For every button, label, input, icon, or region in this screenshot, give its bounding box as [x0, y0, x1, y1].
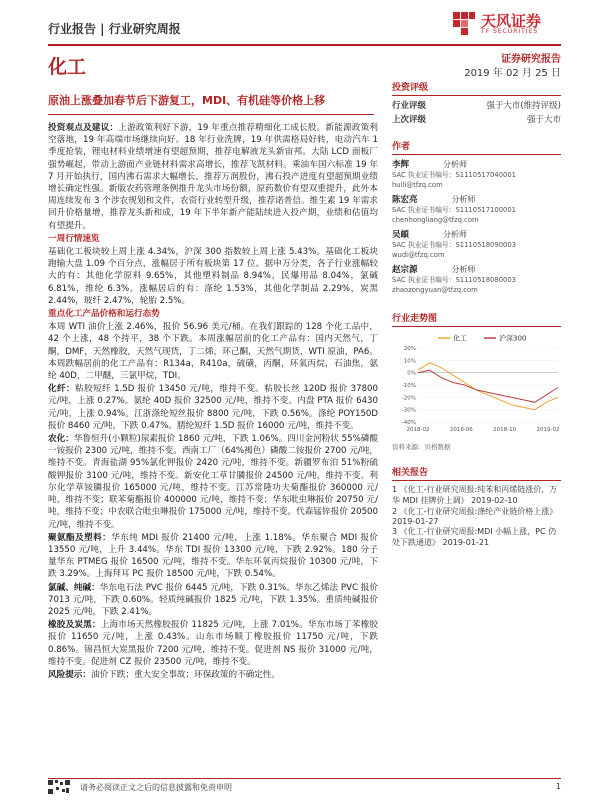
rating-value: 强于大市(维持评级) — [486, 101, 561, 111]
analyst-role: 分析师 — [451, 195, 476, 204]
qr-code-icon — [48, 780, 70, 794]
paragraph-text: 上海市场天然橡胶报价 11825 元/吨，上涨 7.01%。华东市场丁苯橡胶报价 11650 元/吨，上涨 0.43%。山东市场顺丁橡胶报价 11750 元/吨，下跌 0.86%。锦昌恒大炭黑报价 7200 元/吨，维持不变。促进剂 NS 报价 31000 元/吨，维持不变。促进剂 CZ 报价 23500 元/吨，维持不变。 — [48, 620, 378, 667]
x-tick-label: 2018-10 — [493, 427, 517, 433]
related-header: 相关报告 — [392, 463, 561, 481]
related-report-item[interactable] — [392, 506, 561, 526]
report-type: 证券研究报告 — [501, 54, 561, 65]
y-tick-label: -10% — [401, 383, 416, 389]
body-paragraph — [48, 383, 378, 432]
main-body — [48, 122, 378, 682]
analyst-card — [392, 160, 561, 190]
paragraph-lead: 农化： — [48, 434, 74, 445]
paragraph-text: 基础化工板块较上周上涨 4.34%，沪深 300 指数较上周上涨 5.43%。基础化工板块跑输大盘 1.09 个百分点，涨幅居于所有板块第 17 位。据申万分类，各子行业涨幅较大的有：其他化学原料 9.65%，其他塑料制品 8.94%，民爆用品 8.04%，氯碱 6.81%，维纶 6.3%。涨幅居后的有：涤纶 1.53%，其他化学制品 2.29%，炭黑 2.44%，玻纤 2.47%，轮胎 2.5%。 — [48, 247, 378, 306]
analyst-name: 李辉 — [392, 160, 410, 170]
analyst-name: 赵宗源 — [392, 265, 418, 275]
y-tick-label: 10% — [403, 358, 416, 365]
analyst-list — [392, 160, 561, 295]
body-paragraph — [48, 582, 378, 619]
related-report-title[interactable]: 1 《化工-行业研究周报:纯苯和丙烯链涨价，万华 MDI 挂牌价上调》 — [392, 485, 558, 505]
industry-trend-chart — [392, 330, 561, 440]
analyst-role: 分析师 — [451, 265, 476, 274]
paragraph-lead: 投资观点及建议： — [48, 123, 119, 133]
paragraph-lead: 风险提示： — [48, 669, 91, 680]
analyst-card — [392, 195, 561, 225]
analyst-name-row — [392, 265, 561, 275]
rating-header: 投资评级 — [392, 78, 561, 96]
logo-cn-text: 天风证券 — [481, 12, 542, 30]
analyst-email[interactable]: zhaozongyuan@tfzq.com — [392, 286, 478, 294]
analyst-license: SAC 执业证书编号：S1110517100001 — [392, 206, 516, 214]
sidebar — [392, 78, 561, 548]
paragraph-text: 华鲁恒升(小颗粒)尿素报价 1860 元/吨，下跌 1.06%。四川金河粉状 55%磷酸一铵报价 2300 元/吨，维持不变。西南工厂（64%褐色）磷酸二铵报价 2700 元/吨，维持不变。青海盐湖 95%氯化钾报价 2420 元/吨，维持不变。新疆罗布泊 51%粉硫酸钾报价 3100 元/吨，维持不变。新安化工草甘膦报价 24500 元/吨，维持不变。利尔化学草铵膦报价 165000 元/吨，维持不变。江苏常隆功夫菊酯报价 360000 元/吨，维持不变；联苯菊酯报价 400000 元/吨，维持不变；华东吡虫啉报价 20750 元/吨，维持不变；中农联合吡虫啉报价 175000 元/吨，维持不变。代森锰锌报价 20500 元/吨，维持不变。 — [48, 434, 378, 530]
paragraph-lead: 橡胶及炭黑： — [48, 620, 101, 631]
analyst-email[interactable]: wudi@tfzq.com — [392, 251, 445, 259]
paragraph-text: 上游政策利好下游，19 年重点推荐精细化工成长股。新能源政策利空落地，19 年高端市场继续向好。18 年行业洗牌，19 年供需格局好转，电动汽车 1 季度抢装，锂电材料业绩增速有望超预期，推荐电解液龙头新宙邦。大陆 LCD 面板厂强势崛起，带动上游面产业链材料需求高增长，推荐飞凯材料。乘油车国六标准 19 年 7 月开始执行，国内沸石需求大幅增长，推荐万润股份，沸石投产进度有望超预期业绩增长确定性强。新版农药管理条例推升龙头市场份额，原药数价有望双重提升，此外本周连续发布 3 个涉农规划和文件，农资行业转型升级，推荐诺普信。维生素 19 年需求回升价格量增，推荐龙头新和成，19 年下半年新产能陆续进入投产期，业绩和估值均有望提升。 — [48, 123, 378, 231]
paragraph-text: 本周 WTI 油价上涨 2.46%，报价 56.96 美元/桶。在我们跟踪的 128 个化工品中，42 个上涨，48 个持平，38 个下跌。本周涨幅居前的化工产品有：国内天然气，丁酮，DMF，天然橡胶，天然气现货，丁二烯，环己酮，天然气期货，WTI 原油，PA6。本周跌幅居前的化工产品有：R134a，R410a，硫磺，丙酮，环氧丙烷，石油焦，氨纶 40D，二甲醚，三氯甲烷，TDI。 — [48, 322, 378, 382]
body-paragraph — [48, 532, 378, 581]
headline-rule — [48, 114, 374, 115]
rating-label: 上次评级 — [392, 115, 427, 125]
analyst-name: 陈宏亮 — [392, 195, 418, 205]
analyst-email[interactable]: huili@tfzq.com — [392, 181, 443, 189]
page-title: 化工 — [48, 56, 87, 78]
related-report-item[interactable] — [392, 484, 561, 506]
related-list — [392, 484, 561, 548]
company-logo — [451, 8, 561, 40]
header-rule — [48, 44, 561, 46]
related-report-item[interactable] — [392, 526, 561, 548]
logo-en-text: TF SECURITIES — [481, 28, 539, 35]
body-paragraph — [48, 433, 378, 531]
report-header — [48, 8, 561, 44]
body-paragraph — [48, 321, 378, 382]
y-tick-label: 20% — [403, 346, 416, 352]
paragraph-lead: 化纤： — [48, 384, 75, 395]
analyst-name-row — [392, 195, 561, 205]
related-report-date: 2019-02-10 — [471, 496, 518, 505]
y-tick-label: 0% — [407, 370, 416, 377]
analyst-card — [392, 265, 561, 295]
y-tick-label: -30% — [401, 407, 416, 414]
analyst-license: SAC 执业证书编号：S1110518080003 — [392, 276, 516, 284]
body-paragraph — [48, 122, 378, 232]
paragraph-lead: 聚氨酯及塑料： — [48, 532, 112, 543]
analyst-role: 分析师 — [443, 160, 468, 169]
paragraph-text: 华东电石法 PVC 报价 6445 元/吨，下跌 0.31%。华东乙烯法 PVC 报价 7013 元/吨，下跌 0.60%。轻质纯碱报价 1825 元/吨，下跌 1.35%。重质纯碱报价 2025 元/吨，下跌 2.41%。 — [48, 582, 378, 617]
analyst-license: SAC 执业证书编号：S1110518090003 — [392, 241, 516, 249]
footer-disclaimer: 请务必阅读正文之后的信息披露和免责申明 — [80, 783, 232, 792]
paragraph-lead: 氯碱、纯碱： — [48, 582, 100, 593]
y-tick-label: -20% — [401, 395, 416, 402]
header-section: 行业报告 | 行业研究周报 — [48, 22, 181, 36]
section-title: 一周行情速览 — [48, 233, 100, 244]
analyst-name: 吴頔 — [392, 230, 410, 240]
paragraph-text: 油价下跌；重大安全事故；环保政策的不确定性。 — [90, 669, 281, 680]
chart-source: 资料来源：贝格数据 — [392, 443, 451, 451]
analyst-name-row — [392, 160, 561, 170]
x-tick-label: 2018-06 — [449, 427, 473, 433]
y-tick-label: -40% — [401, 420, 416, 426]
chart-header: 行业走势图 — [392, 309, 561, 327]
x-tick-label: 2018-02 — [406, 427, 430, 433]
rating-value: 强于大市 — [526, 115, 561, 125]
section-title: 重点化工产品价格和运行态势 — [48, 309, 160, 320]
body-paragraph — [48, 669, 378, 681]
analyst-role: 分析师 — [443, 230, 468, 239]
paragraph-text: 粘胶短纤 1.5D 报价 13450 元/吨，维持不变。粘胶长丝 120D 报价 37800 元/吨，上涨 0.27%。氨纶 40D 报价 32500 元/吨，维持不变。内盘 PTA 报价 6430 元/吨，上涨 0.94%。江浙涤纶短丝报价 8800 元/吨，下跌 0.56%。涤纶 POY150D 报价 8460 元/吨，下跌 0.47%。腈纶短纤 1.5D 报价 16000 元/吨，维持不变。 — [48, 384, 378, 431]
x-tick-label: 2019-02 — [536, 427, 560, 433]
rating-row — [392, 99, 561, 113]
report-date: 2019 年 02 月 25 日 — [464, 68, 561, 79]
trend-chart-svg — [392, 330, 561, 440]
analyst-name-row — [392, 230, 561, 240]
related-report-title[interactable]: 3 《化工-行业研究周报:MDI 小幅上涨，PC 仍处下跌通道》 — [392, 527, 557, 547]
page-number: 1 — [555, 782, 561, 791]
related-report-date: 2019-01-21 — [442, 538, 490, 547]
analyst-license: SAC 执业证书编号：S1110517040001 — [392, 171, 516, 179]
body-paragraph — [48, 619, 378, 668]
body-paragraph — [48, 246, 378, 307]
analyst-email[interactable]: chenhongliang@tfzq.com — [392, 216, 479, 224]
legend-label: 化工 — [453, 334, 467, 343]
paragraph-text: 华东纯 MDI 报价 21400 元/吨，上涨 1.18%。华东聚合 MDI 报价 13550 元/吨，上升 3.44%。华东 TDI 报价 13300 元/吨，下跌 2.92%。180 分子量华东 PTMEG 报价 16500 元/吨，维持不变。华东环氧丙烷报价 10300 元/吨，下跌 3.29%。上海拜耳 PC 报价 18500 元/吨，下跌 0.54%。 — [48, 532, 378, 580]
tf-logo-icon — [451, 10, 477, 36]
series-line — [418, 363, 558, 410]
legend-label: 沪深300 — [499, 334, 527, 343]
section-heading — [48, 233, 378, 245]
report-headline: 原油上涨叠加春节后下游复工，MDI、有机硅等价格上移 — [48, 94, 326, 107]
related-report-date: 2019-01-27 — [392, 517, 439, 526]
analyst-card — [392, 230, 561, 260]
rating-row — [392, 113, 561, 127]
footer-rule — [48, 778, 561, 779]
authors-header: 作者 — [392, 137, 561, 155]
related-report-title[interactable]: 2 《化工-行业研究周报:涤纶产业链价格上涨》 — [392, 507, 558, 516]
rating-label: 行业评级 — [392, 101, 427, 111]
section-heading — [48, 308, 378, 320]
